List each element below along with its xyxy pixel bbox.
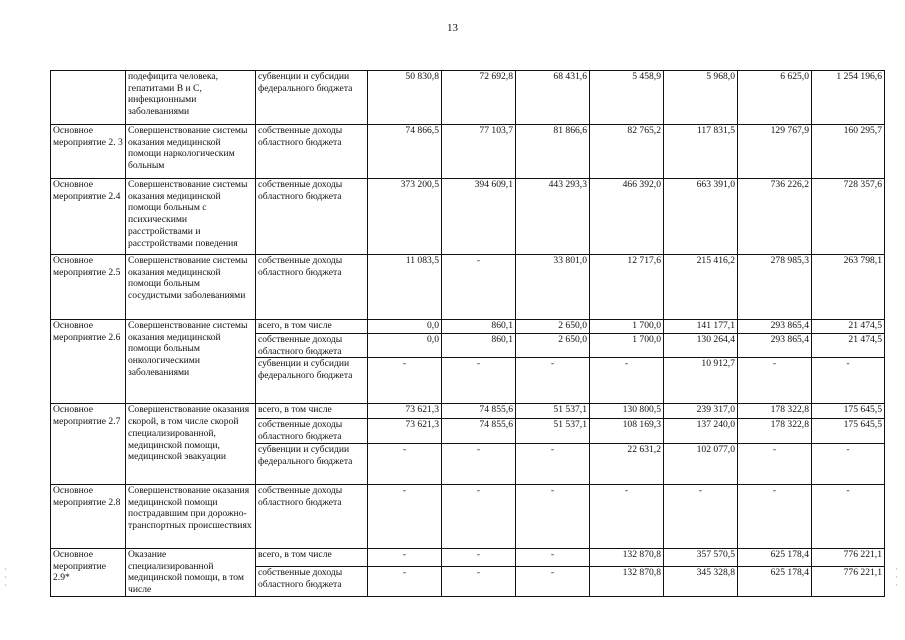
value-cell: 215 416,2: [664, 255, 738, 320]
value-cell: -: [368, 358, 442, 404]
funding-source-cell: всего, в том числе: [256, 320, 368, 334]
value-cell: 175 645,5: [812, 404, 885, 419]
value-cell: 663 391,0: [664, 179, 738, 255]
value-cell: 10 912,7: [664, 358, 738, 404]
value-cell: -: [442, 567, 516, 597]
value-cell: 178 322,8: [738, 419, 812, 443]
activity-cell: [51, 71, 126, 125]
value-cell: 2 650,0: [516, 320, 590, 334]
funding-source-cell: собственные доходы областного бюджета: [256, 255, 368, 320]
value-cell: -: [516, 567, 590, 597]
value-cell: -: [442, 358, 516, 404]
funding-source-cell: всего, в том числе: [256, 548, 368, 566]
value-cell: 736 226,2: [738, 179, 812, 255]
value-cell: 74 866,5: [368, 125, 442, 179]
value-cell: -: [368, 567, 442, 597]
activity-cell: Основное мероприятие 2.7: [51, 404, 126, 484]
value-cell: 82 765,2: [590, 125, 664, 179]
value-cell: 129 767,9: [738, 125, 812, 179]
value-cell: -: [368, 443, 442, 484]
value-cell: 860,1: [442, 320, 516, 334]
value-cell: 263 798,1: [812, 255, 885, 320]
page-number: 13: [447, 22, 458, 34]
value-cell: -: [812, 358, 885, 404]
value-cell: 21 474,5: [812, 320, 885, 334]
description-cell: Совершенствование оказания скорой, в том числе скорой специализированной, медицинской помощи, медицинской эвакуации: [126, 404, 256, 484]
funding-source-cell: собственные доходы областного бюджета: [256, 334, 368, 358]
value-cell: 239 317,0: [664, 404, 738, 419]
value-cell: 51 537,1: [516, 419, 590, 443]
table-row: [51, 484, 885, 548]
funding-source-cell: всего, в том числе: [256, 404, 368, 419]
value-cell: 1 254 196,6: [812, 71, 885, 125]
value-cell: 0,0: [368, 320, 442, 334]
value-cell: -: [442, 548, 516, 566]
margin-marks-left: · · ·: [4, 564, 7, 590]
value-cell: -: [664, 484, 738, 548]
value-cell: -: [516, 484, 590, 548]
value-cell: 625 178,4: [738, 567, 812, 597]
value-cell: -: [516, 358, 590, 404]
value-cell: -: [368, 484, 442, 548]
value-cell: 178 322,8: [738, 404, 812, 419]
value-cell: 625 178,4: [738, 548, 812, 566]
value-cell: 132 870,8: [590, 567, 664, 597]
value-cell: 175 645,5: [812, 419, 885, 443]
value-cell: 1 700,0: [590, 320, 664, 334]
value-cell: -: [738, 484, 812, 548]
value-cell: 51 537,1: [516, 404, 590, 419]
value-cell: 345 328,8: [664, 567, 738, 597]
value-cell: 50 830,8: [368, 71, 442, 125]
description-cell: Совершенствование системы оказания медицинской помощи больным с психическими расстройствами и расстройствами поведения: [126, 179, 256, 255]
value-cell: 278 985,3: [738, 255, 812, 320]
value-cell: 5 458,9: [590, 71, 664, 125]
value-cell: 394 609,1: [442, 179, 516, 255]
value-cell: -: [738, 443, 812, 484]
value-cell: 443 293,3: [516, 179, 590, 255]
activity-cell: Основное мероприятие 2.9*: [51, 548, 126, 596]
value-cell: -: [516, 443, 590, 484]
value-cell: -: [738, 358, 812, 404]
value-cell: 130 800,5: [590, 404, 664, 419]
value-cell: 12 717,6: [590, 255, 664, 320]
activity-cell: Основное мероприятие 2. 3: [51, 125, 126, 179]
table-row: [51, 71, 885, 125]
budget-table: [50, 70, 885, 597]
value-cell: 137 240,0: [664, 419, 738, 443]
value-cell: -: [812, 443, 885, 484]
value-cell: 293 865,4: [738, 334, 812, 358]
budget-table-body: [51, 71, 885, 597]
activity-cell: Основное мероприятие 2.4: [51, 179, 126, 255]
description-cell: Совершенствование оказания медицинской помощи пострадавшим при дорожно-транспортных происшествиях: [126, 484, 256, 548]
funding-source-cell: собственные доходы областного бюджета: [256, 484, 368, 548]
value-cell: 132 870,8: [590, 548, 664, 566]
value-cell: -: [516, 548, 590, 566]
table-row: [51, 179, 885, 255]
value-cell: -: [442, 443, 516, 484]
value-cell: 160 295,7: [812, 125, 885, 179]
value-cell: 357 570,5: [664, 548, 738, 566]
value-cell: 728 357,6: [812, 179, 885, 255]
funding-source-cell: собственные доходы областного бюджета: [256, 125, 368, 179]
table-row: [51, 320, 885, 334]
description-cell: Совершенствование системы оказания медицинской помощи больным сосудистыми заболеваниями: [126, 255, 256, 320]
value-cell: 0,0: [368, 334, 442, 358]
value-cell: 6 625,0: [738, 71, 812, 125]
margin-marks-right: · · ·: [895, 564, 898, 590]
value-cell: 81 866,6: [516, 125, 590, 179]
funding-source-cell: собственные доходы областного бюджета: [256, 179, 368, 255]
value-cell: 73 621,3: [368, 419, 442, 443]
value-cell: 466 392,0: [590, 179, 664, 255]
value-cell: 117 831,5: [664, 125, 738, 179]
activity-cell: Основное мероприятие 2.6: [51, 320, 126, 404]
activity-cell: Основное мероприятие 2.8: [51, 484, 126, 548]
value-cell: 74 855,6: [442, 404, 516, 419]
value-cell: 77 103,7: [442, 125, 516, 179]
value-cell: 776 221,1: [812, 548, 885, 566]
funding-source-cell: субвенции и субсидии федерального бюджета: [256, 358, 368, 404]
value-cell: -: [442, 484, 516, 548]
value-cell: 33 801,0: [516, 255, 590, 320]
value-cell: 21 474,5: [812, 334, 885, 358]
description-cell: Оказание специализированной медицинской помощи, в том числе: [126, 548, 256, 596]
value-cell: 11 083,5: [368, 255, 442, 320]
value-cell: 108 169,3: [590, 419, 664, 443]
value-cell: 73 621,3: [368, 404, 442, 419]
value-cell: 2 650,0: [516, 334, 590, 358]
value-cell: -: [368, 548, 442, 566]
value-cell: 776 221,1: [812, 567, 885, 597]
description-cell: Совершенствование системы оказания медицинской помощи больным онкологическими заболеваниями: [126, 320, 256, 404]
value-cell: 5 968,0: [664, 71, 738, 125]
value-cell: 1 700,0: [590, 334, 664, 358]
funding-source-cell: субвенции и субсидии федерального бюджета: [256, 443, 368, 484]
activity-cell: Основное мероприятие 2.5: [51, 255, 126, 320]
table-row: [51, 404, 885, 419]
value-cell: 293 865,4: [738, 320, 812, 334]
table-row: [51, 125, 885, 179]
value-cell: 74 855,6: [442, 419, 516, 443]
value-cell: 68 431,6: [516, 71, 590, 125]
description-cell: Совершенствование системы оказания медицинской помощи наркологическим больным: [126, 125, 256, 179]
value-cell: 141 177,1: [664, 320, 738, 334]
value-cell: -: [590, 358, 664, 404]
value-cell: -: [590, 484, 664, 548]
value-cell: -: [812, 484, 885, 548]
value-cell: -: [442, 255, 516, 320]
value-cell: 22 631,2: [590, 443, 664, 484]
funding-source-cell: субвенции и субсидии федерального бюджета: [256, 71, 368, 125]
value-cell: 860,1: [442, 334, 516, 358]
funding-source-cell: собственные доходы областного бюджета: [256, 419, 368, 443]
funding-source-cell: собственные доходы областного бюджета: [256, 567, 368, 597]
value-cell: 102 077,0: [664, 443, 738, 484]
value-cell: 72 692,8: [442, 71, 516, 125]
value-cell: 130 264,4: [664, 334, 738, 358]
table-row: [51, 255, 885, 320]
table-row: [51, 548, 885, 566]
value-cell: 373 200,5: [368, 179, 442, 255]
description-cell: подефицита человека, гепатитами В и С, инфекционными заболеваниями: [126, 71, 256, 125]
